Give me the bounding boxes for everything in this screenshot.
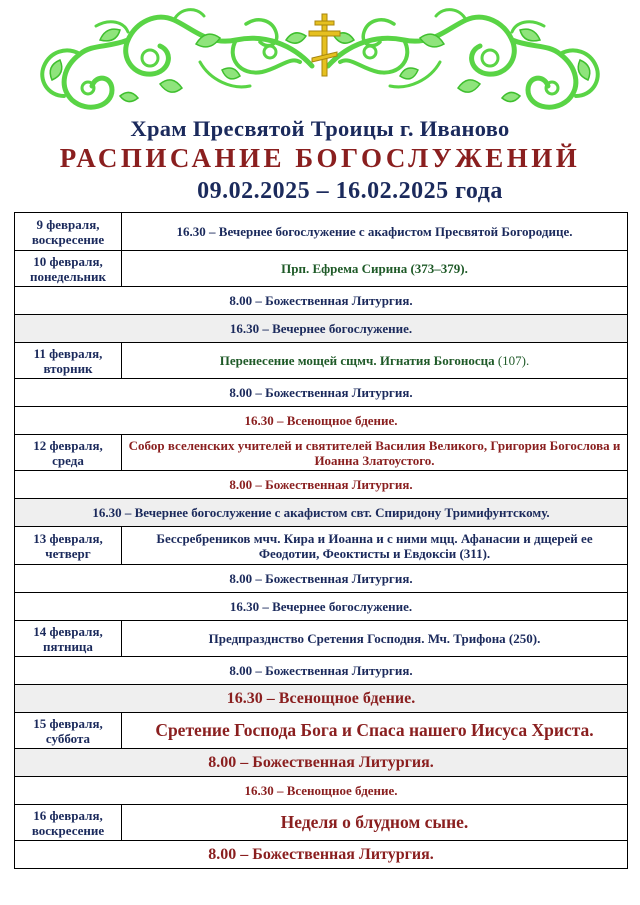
service-cell: Бессребреников мчч. Кира и Иоанна и с ними мцц. Афанасии и дщерей ее Феодотии, Феоктисты и Евдоксіи (311). <box>122 527 628 565</box>
service-cell: 16.30 – Всенощное бдение. <box>15 777 628 805</box>
service-cell: 8.00 – Божественная Литургия. <box>15 287 628 315</box>
service-cell: 16.30 – Всенощное бдение. <box>15 685 628 713</box>
header-ornament <box>0 0 640 118</box>
table-row <box>15 499 628 527</box>
service-cell: 16.30 – Вечернее богослужение. <box>15 593 628 621</box>
date-cell: 12 февраля, среда <box>15 435 122 471</box>
table-row <box>15 213 628 251</box>
table-row <box>15 685 628 713</box>
service-cell: 16.30 – Всенощное бдение. <box>15 407 628 435</box>
service-cell: 8.00 – Божественная Литургия. <box>15 565 628 593</box>
table-row <box>15 251 628 287</box>
table-row <box>15 805 628 841</box>
service-year: (107). <box>494 353 530 368</box>
service-cell: 16.30 – Вечернее богослужение с акафистом Пресвятой Богородице. <box>122 213 628 251</box>
table-row <box>15 565 628 593</box>
service-cell: 16.30 – Вечернее богослужение с акафистом свт. Спиридону Тримифунтскому. <box>15 499 628 527</box>
table-row <box>15 527 628 565</box>
service-cell: 8.00 – Божественная Литургия. <box>15 841 628 869</box>
service-cell: 8.00 – Божественная Литургия. <box>15 471 628 499</box>
table-row <box>15 593 628 621</box>
date-cell: 10 февраля, понедельник <box>15 251 122 287</box>
date-cell: 14 февраля, пятница <box>15 621 122 657</box>
table-row <box>15 749 628 777</box>
table-row <box>15 657 628 685</box>
date-cell: 16 февраля, воскресение <box>15 805 122 841</box>
table-row <box>15 379 628 407</box>
date-range: 09.02.2025 – 16.02.2025 года <box>197 178 503 204</box>
date-cell: 9 февраля, воскресение <box>15 213 122 251</box>
date-cell: 13 февраля, четверг <box>15 527 122 565</box>
table-row <box>15 471 628 499</box>
page-title: РАСПИСАНИЕ БОГОСЛУЖЕНИЙ <box>59 143 581 173</box>
service-cell: Прп. Ефрема Сирина (373–379). <box>122 251 628 287</box>
service-cell: 16.30 – Вечернее богослужение. <box>15 315 628 343</box>
table-row <box>15 343 628 379</box>
service-cell: Собор вселенских учителей и святителей Василия Великого, Григория Богослова и Иоанна Златоустого. <box>122 435 628 471</box>
service-cell: Неделя о блудном сыне. <box>122 805 628 841</box>
table-row <box>15 621 628 657</box>
table-row <box>15 435 628 471</box>
service-cell <box>122 343 628 379</box>
service-cell: 8.00 – Божественная Литургия. <box>15 749 628 777</box>
table-row <box>15 315 628 343</box>
table-row <box>15 287 628 315</box>
date-cell: 15 февраля, суббота <box>15 713 122 749</box>
table-row <box>15 407 628 435</box>
church-name: Храм Пресвятой Троицы г. Иваново <box>130 116 510 141</box>
service-cell: 8.00 – Божественная Литургия. <box>15 379 628 407</box>
service-cell: 8.00 – Божественная Литургия. <box>15 657 628 685</box>
service-text: Перенесение мощей сщмч. Игнатия Богоносца <box>219 353 495 368</box>
date-cell: 11 февраля, вторник <box>15 343 122 379</box>
table-row <box>15 777 628 805</box>
service-cell: Предпразднство Сретения Господня. Мч. Трифона (250). <box>122 621 628 657</box>
schedule-table <box>14 212 628 869</box>
table-row <box>15 841 628 869</box>
table-row <box>15 713 628 749</box>
service-cell: Сретение Господа Бога и Спаса нашего Иисуса Христа. <box>122 713 628 749</box>
